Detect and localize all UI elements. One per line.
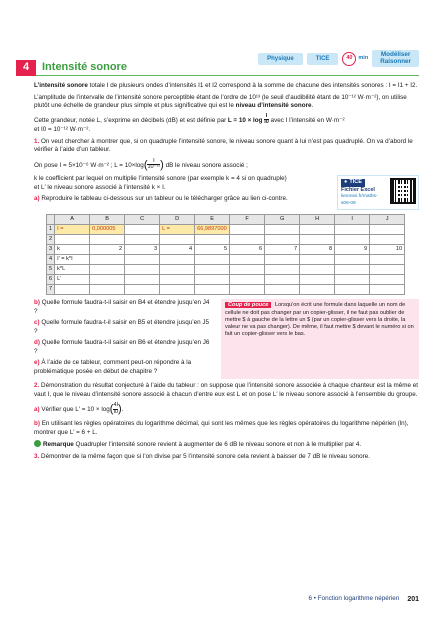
intro-paragraph-3: Cette grandeur, notée L, s’exprime en décibels (dB) et est définie par L = 10 × log $\frac{I}{I0}$ avec I l’intensité en W·m⁻² et I0 = 10⁻¹² W·m⁻². [34, 112, 345, 134]
intro-paragraph-2: L’amplitude de l’intervalle de l’intensité sonore perceptible étant de l’ordre de 10¹³ (le seuil d’audibilité étant de 10⁻¹² W·m⁻²), on utilise plutôt une échelle de grandeur plus simple et plus significative qui est le niveau d’intensité sonore. [34, 93, 407, 109]
table-row: 5 k*L [47, 265, 405, 275]
tice-file-label: Fichier Excel [341, 186, 375, 193]
tice-tag: TICE [307, 53, 339, 65]
sheet-header-row [47, 215, 405, 225]
table-row: 4 I’ = k*I [47, 255, 405, 265]
sheet-col: F [230, 215, 265, 225]
intro-paragraph-1: L’intensité sonore totale I de plusieurs ondes d’intensités I1 et I2 correspond à la somme de chacune des intensités sonores : I = I1 + I2. [34, 82, 418, 89]
question-1c: c) Quelle formule faudra-t-il saisir en B5 et étendre jusqu’en J5 ? [34, 319, 210, 335]
cell-b1[interactable]: 0,000005 [90, 225, 125, 235]
qr-code-icon[interactable] [390, 178, 416, 204]
cell-a1[interactable]: I = [55, 225, 90, 235]
sheet-col: H [300, 215, 335, 225]
question-2: 2. Démonstration du résultat conjecturé à l’aide du tableur : on suppose que l’intensité sonore associée à chaque chanteur est la même et vaut I, que le niveau d’intensité sonore associé à chacun d’entre eux est L et on pose L′ le niveau sonore associé à l’ensemble du groupe. [34, 382, 419, 398]
exercise-content [34, 82, 419, 464]
question-1b: b) Quelle formule faudra-t-il saisir en B4 et étendre jusqu’en J4 ? [34, 299, 210, 315]
timer-icon: 40 [342, 52, 356, 66]
table-row: 3 k 2 3 4 5 6 7 8 9 10 [47, 245, 405, 255]
skill-reason: Raisonner [380, 57, 411, 65]
question-1-pose: On pose I = 5×10⁻⁶ W·m⁻² ; L = 10×log( $\frac{I}{\text{10⁻¹²}}$ ) dB le niveau sonore associé ; [34, 157, 248, 171]
remark: Remarque Quadrupler l’intensité sonore revient à augmenter de 6 dB le niveau sonore et non à le multiplier par 4. [34, 440, 419, 450]
question-1e: e) À l’aide de ce tableur, comment peut-on répondre à la problématique posée en début de chapitre ? [34, 359, 192, 375]
hint-text: Lorsqu’on écrit une formule dans laquelle un nom de cellule ne doit pas changer par un copier-glisser, il ne faut pas oublier de mettre $ à gauche de la lettre un $ (par un copier-glisser vers la droite, la valeur ne va pas changer). De même, il faut mettre $ devant le numéro si on fait un copier-glisser vers le bas. [225, 302, 414, 338]
table-row: 1 I = 0,000005 L = 66,9897000 [47, 225, 405, 235]
questions-and-tip [34, 299, 419, 379]
remark-icon [34, 440, 41, 447]
page-number: 201 [407, 595, 419, 603]
sheet-col: C [125, 215, 160, 225]
cell-e1[interactable]: 66,9897000 [195, 225, 230, 235]
formula-fraction: $\frac{I}{I0}$ [264, 112, 269, 126]
cell-d1[interactable]: L = [160, 225, 195, 235]
question-1: 1. On veut chercher à montrer que, si on quadruple l’intensité sonore, le niveau sonore quant à lui n’est pas quadruplé. On va d’abord le vérifier à l’aide d’un tableur. [34, 137, 413, 154]
question-1-row [34, 175, 419, 210]
table-row: 7 [47, 285, 405, 295]
sheet-col: B [90, 215, 125, 225]
hint-box [221, 299, 419, 379]
chapter-label: 6 • Fonction logarithme népérien [308, 595, 400, 603]
time-unit: min [358, 54, 369, 61]
question-3: 3. Démontrer de la même façon que si l’on divise par 5 l’intensité sonore cela revient à baisser de 7 dB le niveau sonore. [34, 452, 371, 460]
table-row: 6 L’ [47, 275, 405, 285]
exercise-number: 4 [16, 60, 36, 76]
tice-header: ● TICE [341, 179, 365, 186]
tice-link[interactable]: lienmini.fr/maths-s06-09 [341, 194, 378, 206]
pose-fraction: $\frac{I}{\text{10⁻¹²}}$ [147, 157, 161, 171]
tice-icon: ● [344, 179, 348, 186]
sheet-col: E [195, 215, 230, 225]
subject-tag: Physique [258, 53, 303, 65]
questions-b-to-e [34, 299, 214, 379]
spreadsheet-table [46, 214, 405, 295]
skill-model: Modéliser [380, 51, 411, 58]
sheet-col: D [160, 215, 195, 225]
question-1-left [34, 175, 290, 207]
sheet-col: A [55, 215, 90, 225]
hint-tag: Coup de pouce [225, 302, 271, 308]
table-row: 2 [47, 235, 405, 245]
sheet-col: I [335, 215, 370, 225]
question-2a-fraction: $\frac{4I}{I0}$ [113, 402, 119, 416]
question-2b: b) En utilisant les règles opératoires du logarithme décimal, qui sont les mêmes que les règles opératoires du logarithme népérien (ln), montrer que L′ = 6 + L. [34, 420, 409, 436]
exercise-title: Intensité sonore [42, 61, 127, 74]
page-footer [309, 595, 419, 604]
question-1a: a) Reproduire le tableau ci-dessous sur un tableur ou le télécharger grâce au lien ci-contre. [34, 195, 288, 203]
sheet-corner [47, 215, 55, 225]
question-2a: a) Vérifier que L′ = 10 × log( $\frac{4I}{I0}$ ). [34, 402, 124, 416]
sheet-col: J [370, 215, 405, 225]
tice-box[interactable] [337, 175, 419, 210]
question-1d: d) Quelle formule faudra-t-il saisir en B6 et étendre jusqu’en J6 ? [34, 339, 210, 355]
k-definition: k le coefficient par lequel on multiplie l’intensité sonore (par exemple k = 4 si on quadruple) et L′ le niveau sonore associé à l’intensité k × I. [34, 175, 287, 191]
sheet-col: G [265, 215, 300, 225]
